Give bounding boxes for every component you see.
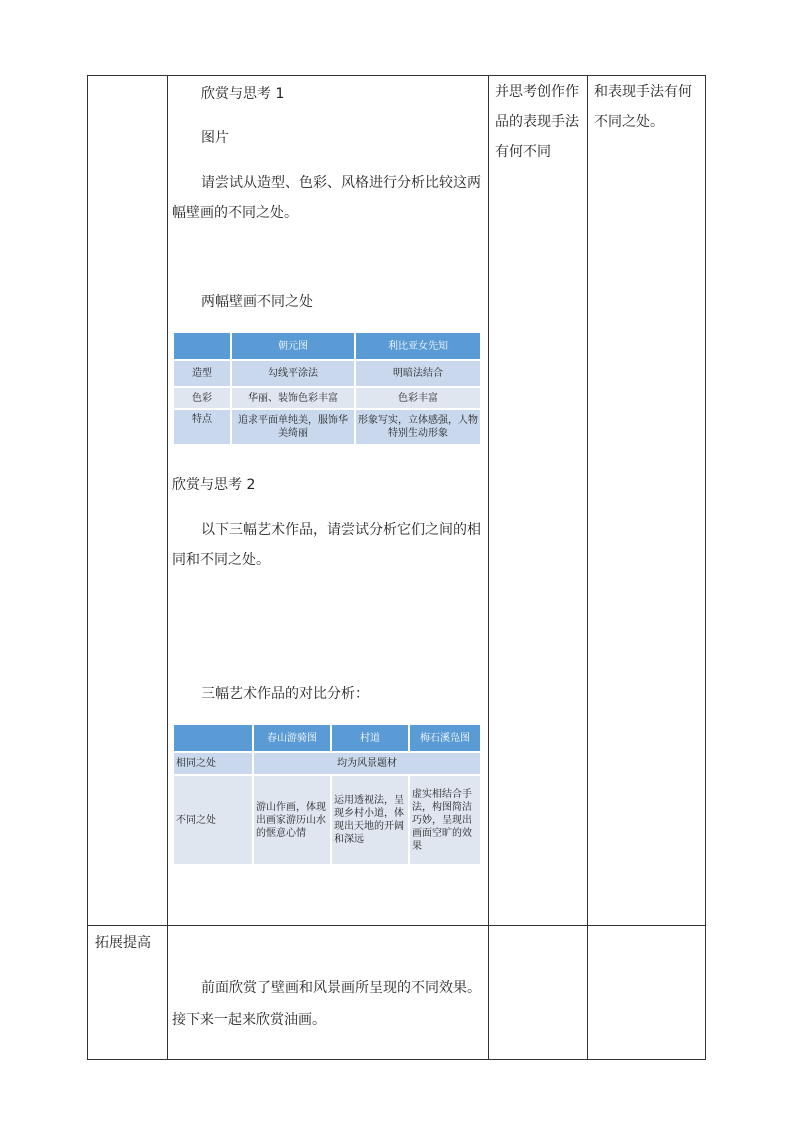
table1-cell: 追求平面单纯美，服饰华美绮丽 <box>232 410 354 444</box>
row2-text-line2: 接下来一起来欣赏油画。 <box>172 1012 326 1028</box>
section1-prompt-line2: 幅壁画的不同之处。 <box>172 205 298 221</box>
table1-row-label: 色彩 <box>174 388 230 408</box>
col3-line3: 有何不同 <box>495 144 551 160</box>
col3-line1: 并思考创作作 <box>495 84 579 100</box>
table1-cell: 形象写实，立体感强，人物特别生动形象 <box>356 410 480 444</box>
table2-header-col3: 梅石溪凫图 <box>410 725 480 751</box>
table2-diff-label: 不同之处 <box>174 776 252 864</box>
col4-line2: 不同之处。 <box>594 114 664 130</box>
column-divider-2 <box>488 75 489 1060</box>
table2-diff-cell: 运用透视法，呈现乡村小道，体现出天地的开阔和深远 <box>332 776 408 864</box>
table1-cell: 明暗法结合 <box>356 361 480 386</box>
col4-line1: 和表现手法有何 <box>594 84 692 100</box>
row-divider <box>87 925 706 926</box>
row2-text-line1: 前面欣赏了壁画和风景画所呈现的不同效果。 <box>201 980 481 996</box>
section1-heading: 欣赏与思考 1 <box>201 86 285 102</box>
column-divider-1 <box>167 75 168 1060</box>
column-divider-3 <box>587 75 588 1060</box>
table1-header-col1: 朝元图 <box>232 333 354 359</box>
table2-same-label: 相同之处 <box>174 753 252 774</box>
table1-row-label: 造型 <box>174 361 230 386</box>
table1-cell: 华丽、装饰色彩丰富 <box>232 388 354 408</box>
table1-cell: 色彩丰富 <box>356 388 480 408</box>
artwork-comparison-table <box>172 723 482 866</box>
section2-prompt-line1: 以下三幅艺术作品，请尝试分析它们之间的相 <box>201 522 481 538</box>
section1-subheading: 两幅壁画不同之处 <box>201 294 313 310</box>
row2-label: 拓展提高 <box>95 935 151 951</box>
table2-header-col2: 村道 <box>332 725 408 751</box>
image-placeholder-label: 图片 <box>201 130 229 146</box>
col3-line2: 品的表现手法 <box>495 114 579 130</box>
table2-header-col1: 春山游骑图 <box>254 725 330 751</box>
section2-heading: 欣赏与思考 2 <box>172 477 256 493</box>
section1-prompt-line1: 请尝试从造型、色彩、风格进行分析比较这两 <box>201 175 481 191</box>
table2-diff-cell: 虚实相结合手法，构图简洁巧妙，呈现出画面空旷的效果 <box>410 776 480 864</box>
table2-same-value: 均为风景题材 <box>254 753 480 774</box>
table2-header-empty <box>174 725 252 751</box>
table1-header-col2: 利比亚女先知 <box>356 333 480 359</box>
table1-cell: 勾线平涂法 <box>232 361 354 386</box>
mural-comparison-table <box>172 331 482 446</box>
table2-diff-cell: 游山作画，体现出画家游历山水的惬意心情 <box>254 776 330 864</box>
table1-header-empty <box>174 333 230 359</box>
table1-row-label: 特点 <box>174 410 230 444</box>
section2-prompt-line2: 同和不同之处。 <box>172 552 270 568</box>
section2-subheading: 三幅艺术作品的对比分析： <box>201 686 369 702</box>
